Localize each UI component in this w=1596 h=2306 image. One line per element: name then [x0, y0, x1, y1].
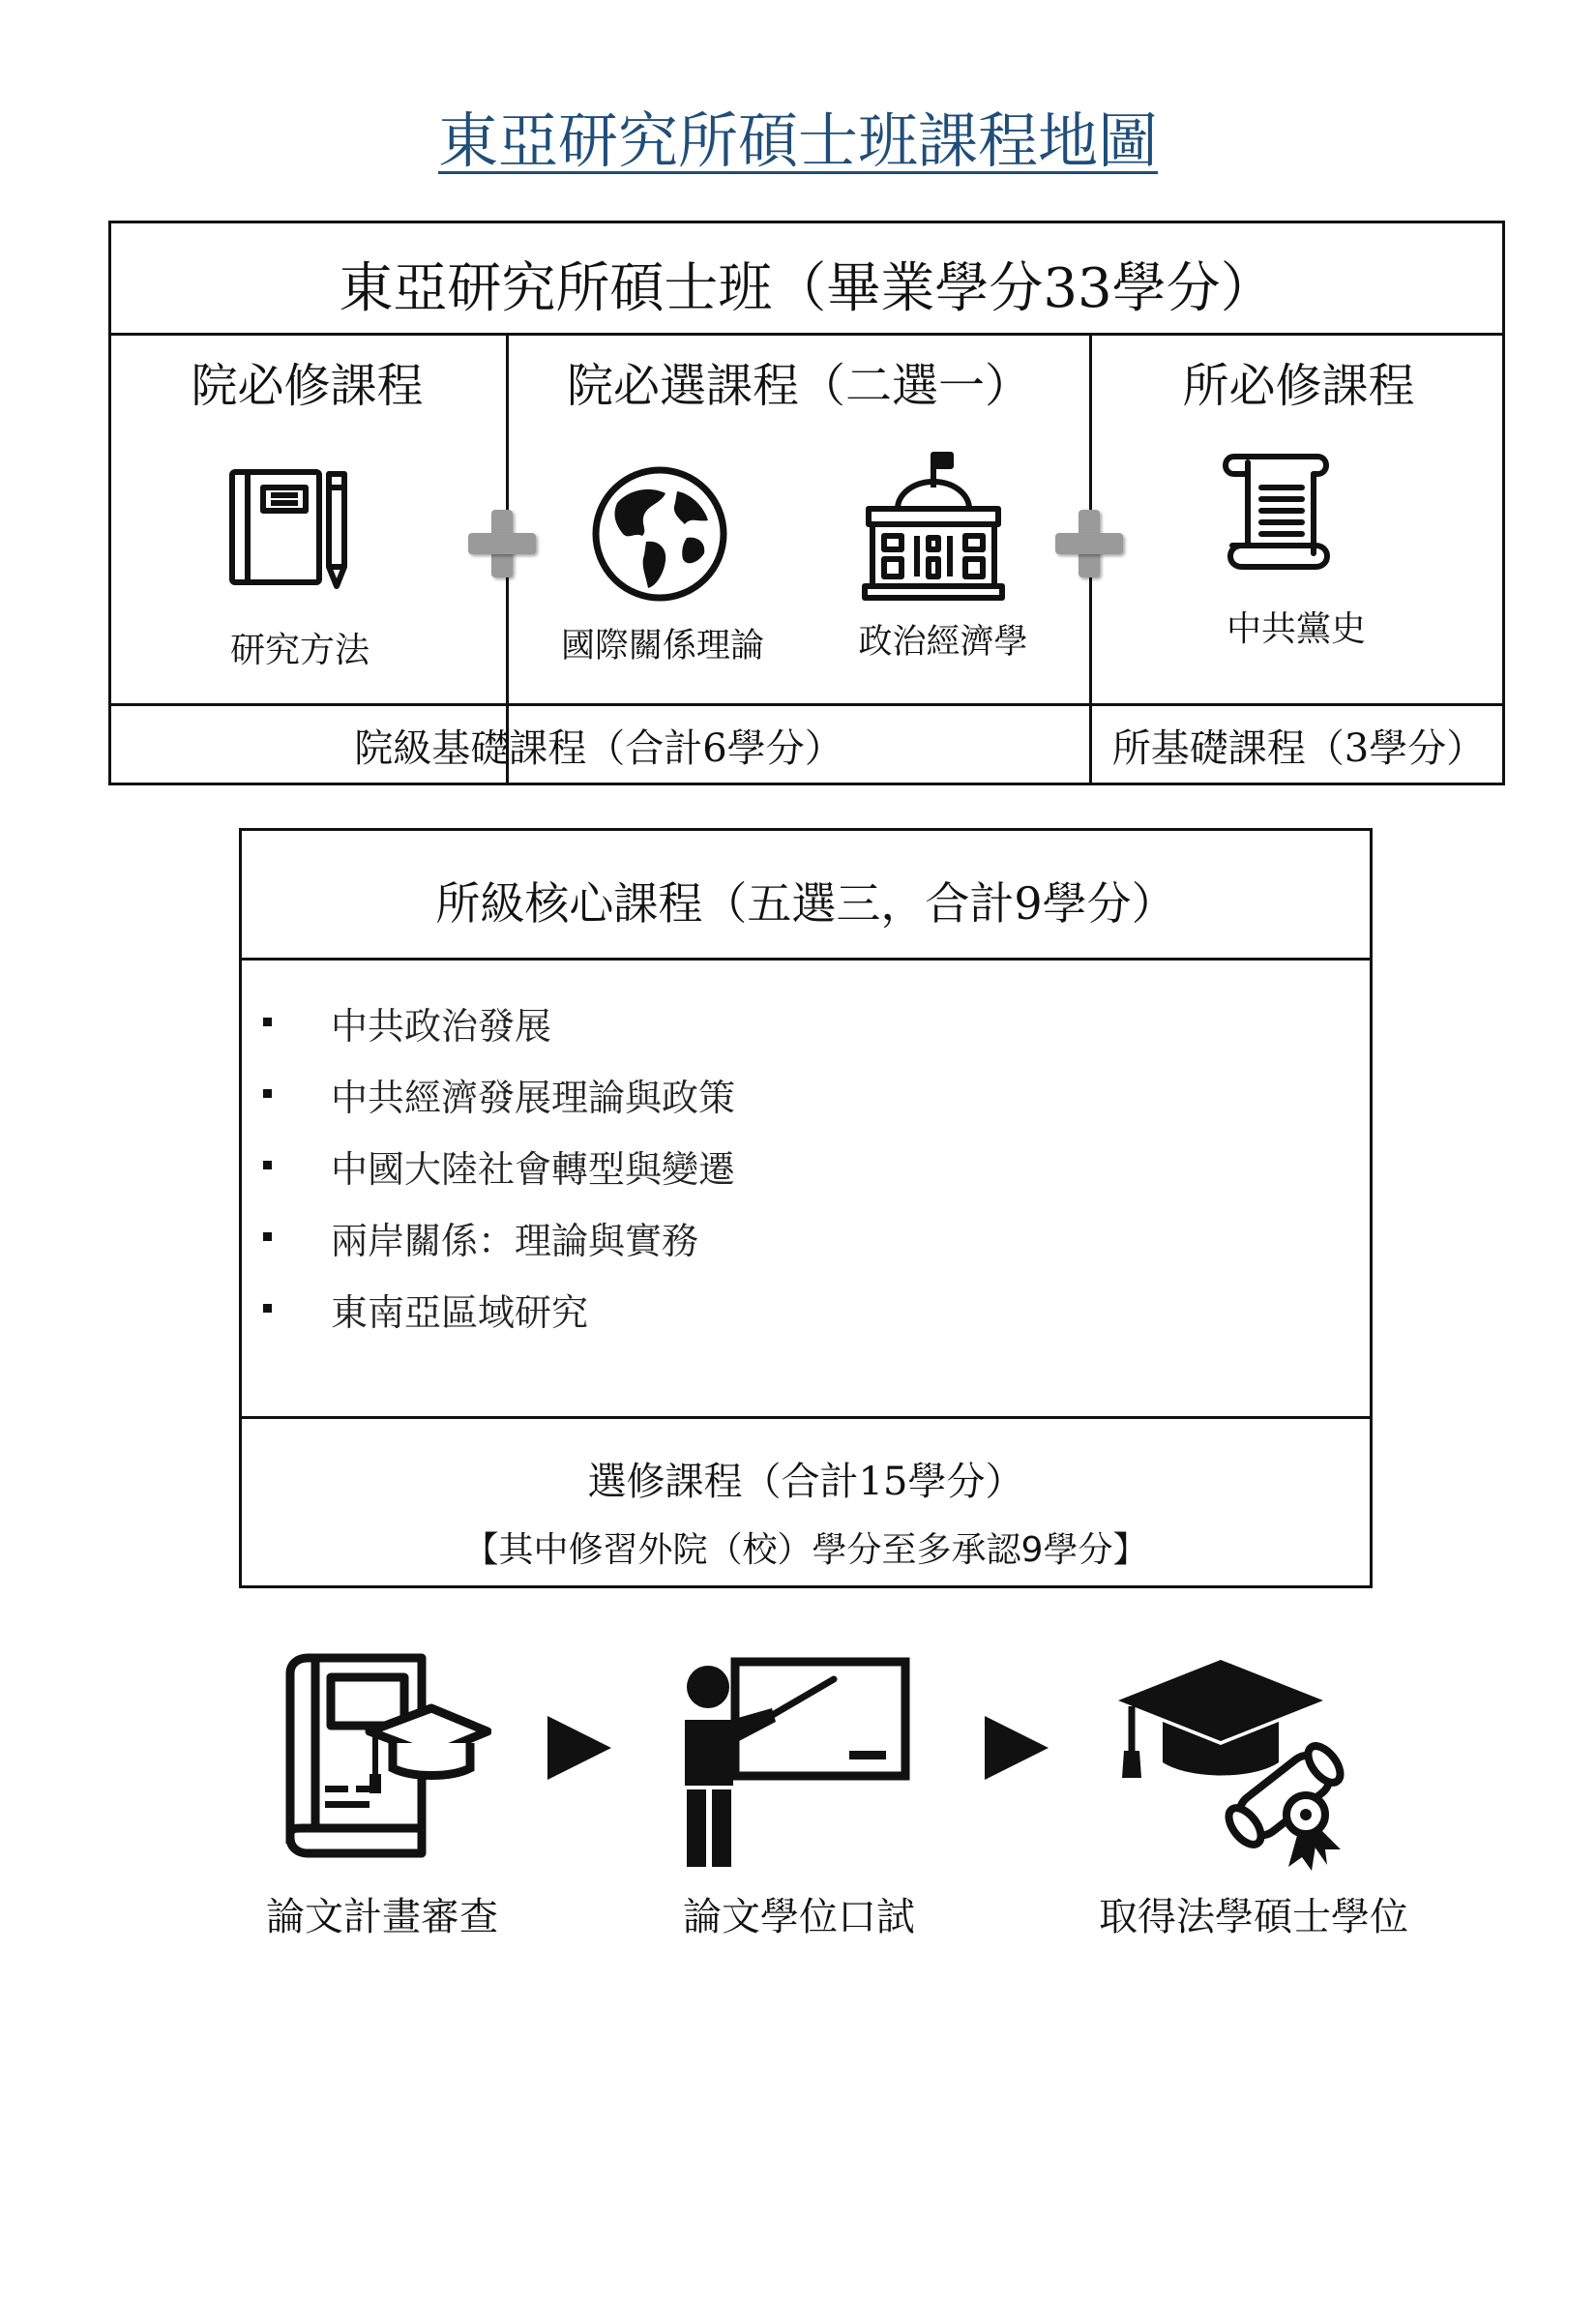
graduation-cap-diploma-icon: [1112, 1650, 1374, 1882]
arrow-right-icon: [547, 1716, 611, 1780]
column-heading: 院必修課程: [191, 359, 424, 413]
column-heading: 院必選課程（二選一）: [566, 359, 1031, 413]
plus-icon: [1055, 510, 1123, 577]
course-label: 政治經濟學: [858, 623, 1028, 662]
thesis-book-icon: [277, 1650, 491, 1867]
government-building-icon: [861, 451, 1006, 602]
step-label: 取得法學碩士學位: [1099, 1895, 1408, 1939]
bullet-icon: [263, 1304, 272, 1313]
course-label: 研究方法: [229, 631, 369, 670]
bullet-icon: [263, 1161, 272, 1169]
bullet-icon: [263, 1089, 272, 1098]
step-label: 論文計畫審查: [266, 1895, 498, 1939]
divider: [108, 333, 1505, 336]
core-header: 所級核心課程（五選三，合計9學分）: [435, 877, 1176, 930]
core-course: 中國大陸社會轉型與變遷: [331, 1148, 736, 1191]
core-course: 中共經濟發展理論與政策: [331, 1077, 736, 1119]
program-header: 東亞研究所碩士班（畢業學分33學分）: [339, 257, 1275, 320]
bullet-icon: [263, 1018, 272, 1026]
arrow-right-icon: [985, 1716, 1049, 1780]
column-heading: 所必修課程: [1182, 359, 1415, 413]
divider: [108, 703, 1505, 706]
divider: [239, 1416, 1373, 1419]
footer-right-label: 所基礎課程（3學分）: [1111, 726, 1486, 771]
step-label: 論文學位口試: [683, 1895, 915, 1939]
core-course: 兩岸關係：理論與實務: [331, 1220, 699, 1262]
scroll-icon: [1221, 449, 1341, 573]
core-course: 中共政治發展: [331, 1005, 552, 1048]
course-label: 國際關係理論: [560, 627, 764, 665]
core-course: 東南亞區域研究: [331, 1291, 589, 1334]
footer-left-label: 院級基礎課程（合計6學分）: [354, 726, 843, 771]
presenter-icon: [679, 1654, 911, 1871]
elective-note: 【其中修習外院（校）學分至多承認9學分】: [463, 1530, 1148, 1570]
elective-title: 選修課程（合計15學分）: [587, 1460, 1024, 1504]
course-label: 中共黨史: [1226, 609, 1366, 649]
notebook-pencil-icon: [226, 466, 352, 592]
page-title: 東亞研究所碩士班課程地圖: [437, 105, 1158, 176]
plus-icon: [468, 510, 536, 577]
bullet-icon: [263, 1232, 272, 1241]
globe-icon: [590, 464, 729, 604]
divider: [239, 958, 1373, 961]
